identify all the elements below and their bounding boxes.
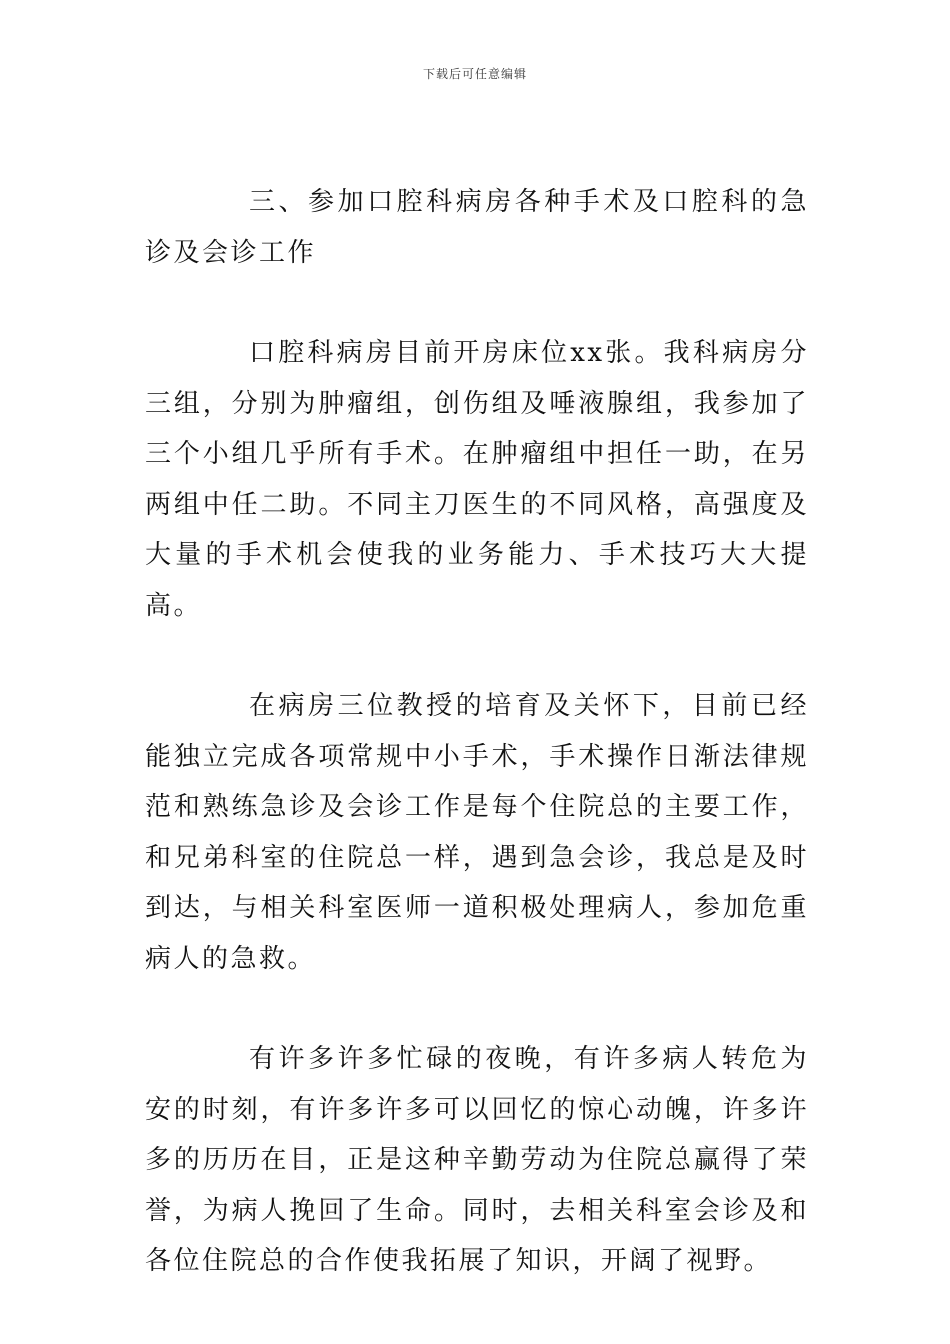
body-paragraph: 口腔科病房目前开房床位xx张。我科病房分三组，分别为肿瘤组，创伤组及唾液腺组，我参加了三个小组几乎所有手术。在肿瘤组中担任一助，在另两组中任二助。不同主刀医生的不同风格，高强度及大量的手术机会使我的业务能力、手术技巧大大提高。 bbox=[145, 338, 809, 621]
page-header: 下载后可任意编辑 bbox=[422, 67, 527, 81]
document-body bbox=[145, 177, 809, 1287]
body-paragraph: 在病房三位教授的培育及关怀下，目前已经能独立完成各项常规中小手术，手术操作日渐法律规范和熟练急诊及会诊工作是每个住院总的主要工作，和兄弟科室的住院总一样，遇到急会诊，我总是及时到达，与相关科室医师一道积极处理病人，参加危重病人的急救。 bbox=[145, 691, 809, 974]
body-paragraph: 有许多许多忙碌的夜晚，有许多病人转危为安的时刻，有许多许多可以回忆的惊心动魄，许多许多的历历在目，正是这种辛勤劳动为住院总赢得了荣誉，为病人挽回了生命。同时，去相关科室会诊及和各位住院总的合作使我拓展了知识，开阔了视野。 bbox=[145, 1044, 809, 1276]
section-heading-paragraph: 三、参加口腔科病房各种手术及口腔科的急诊及会诊工作 bbox=[145, 187, 809, 268]
